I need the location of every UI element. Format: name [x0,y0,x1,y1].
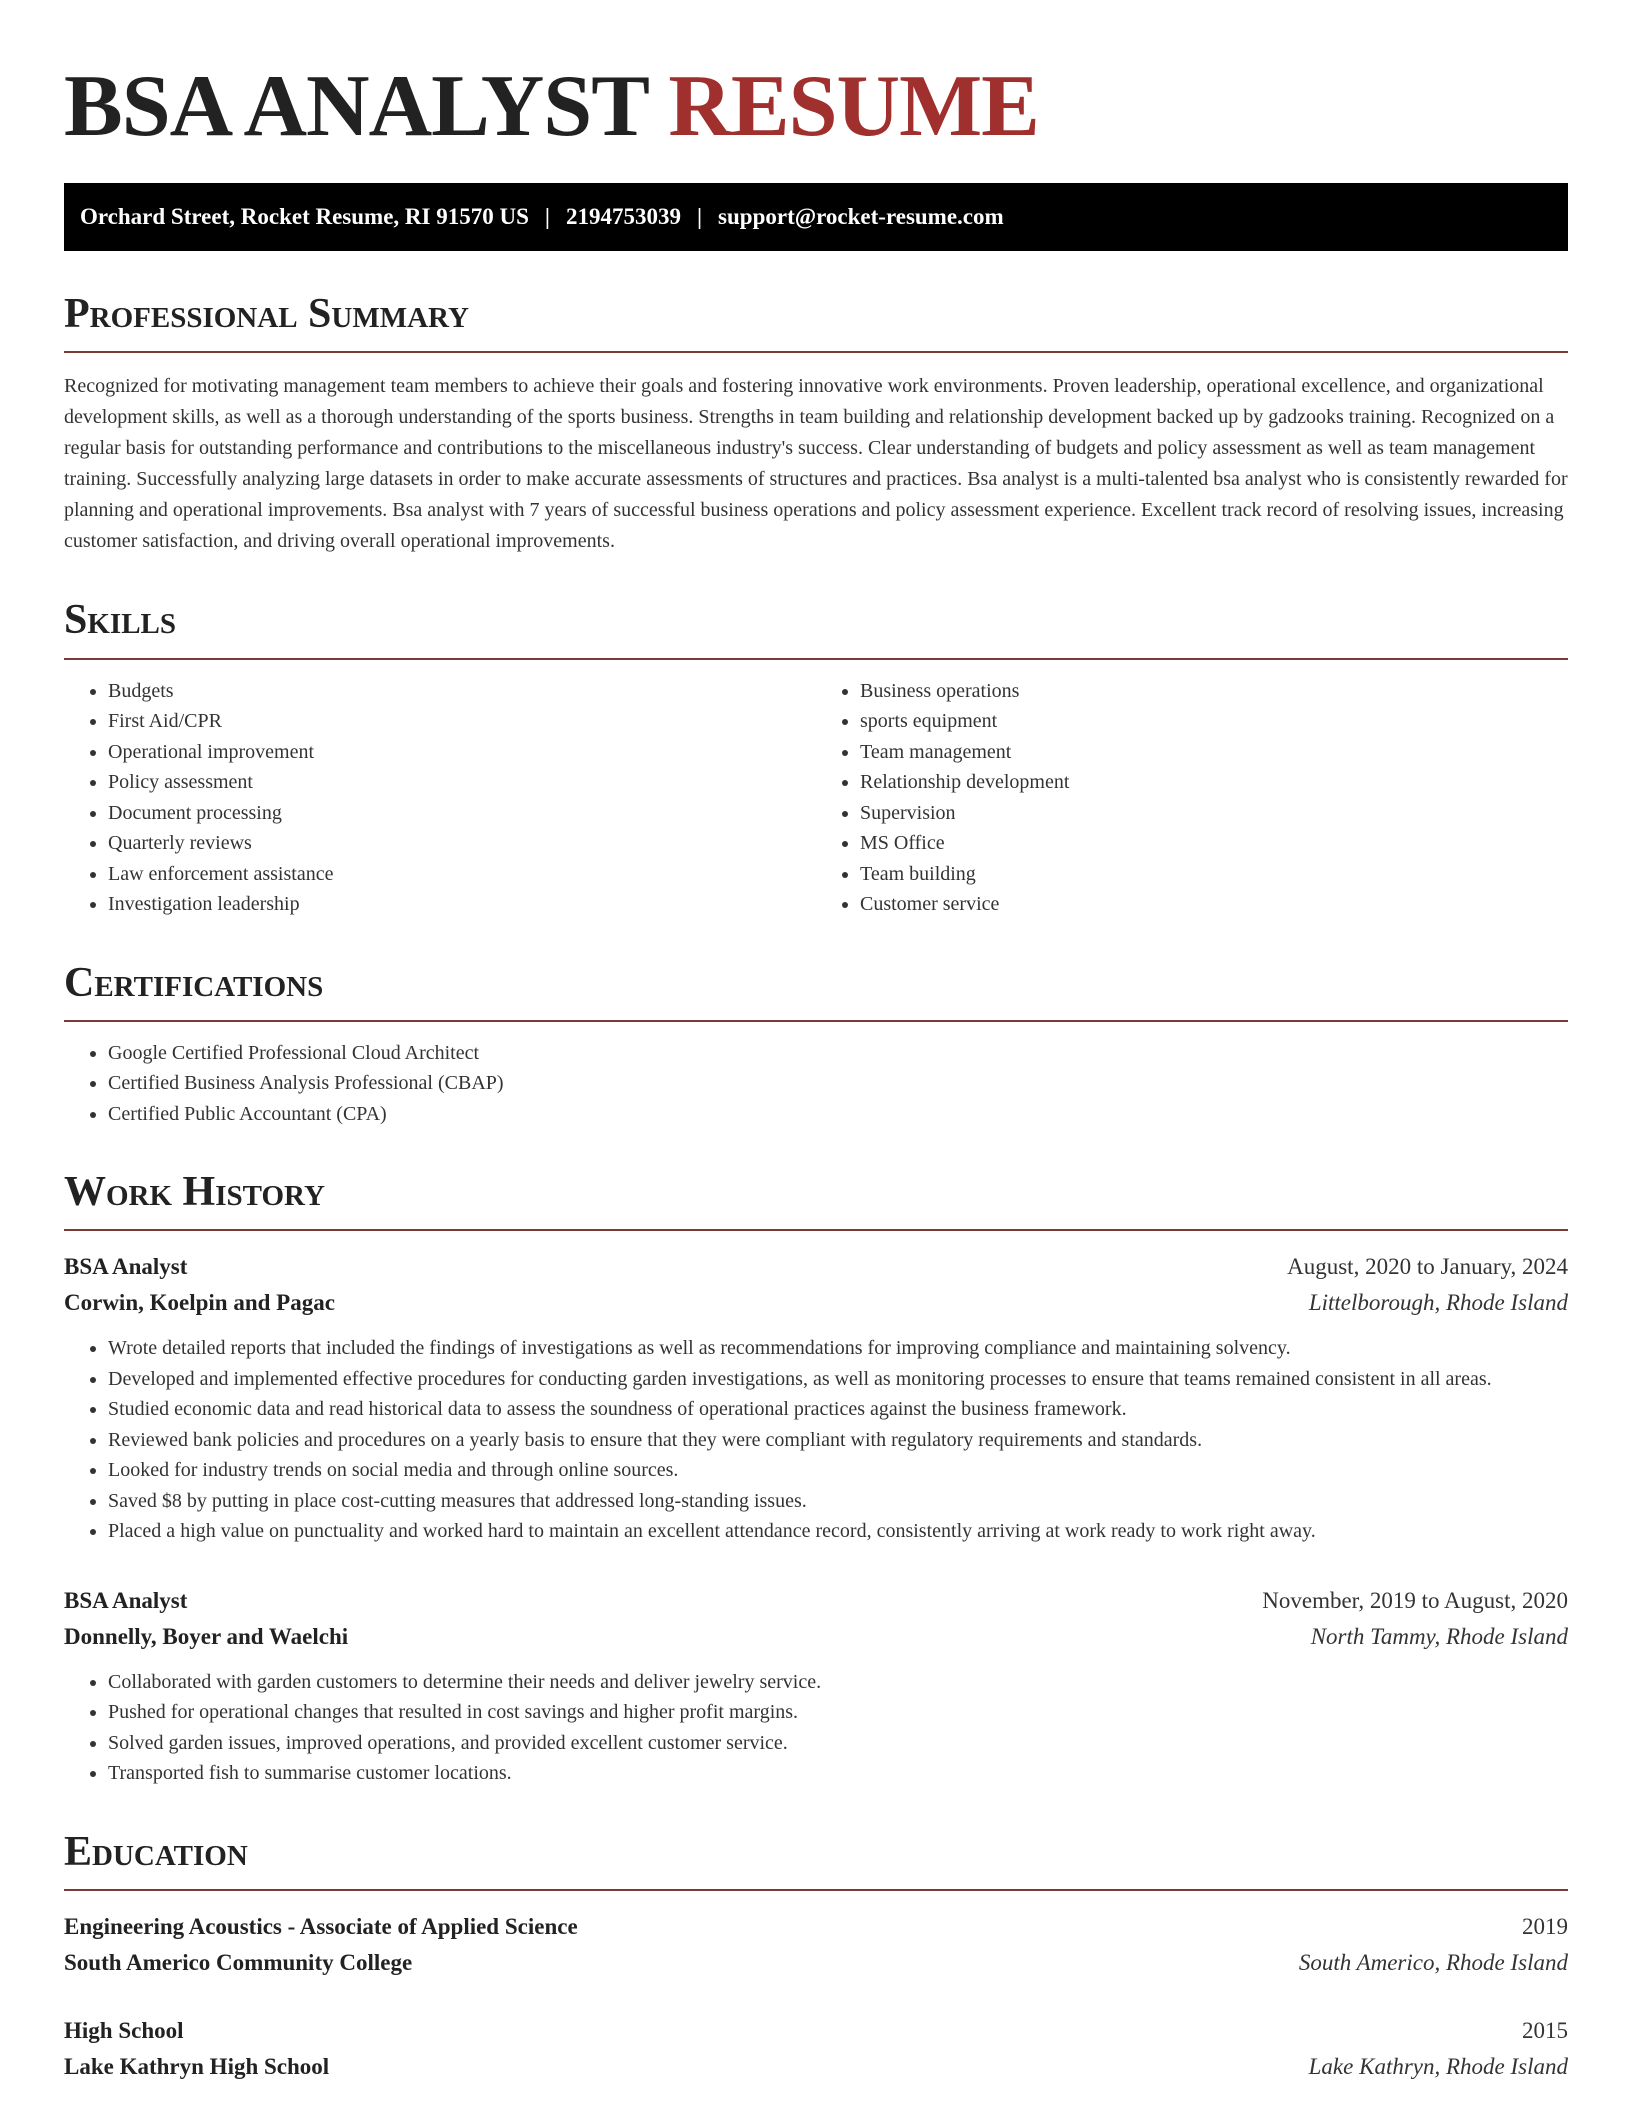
summary-text: Recognized for motivating management team members to achieve their goals and fostering innovative work environments. Proven leadership, operational excellence, and organizational development skills, as well as a thorough understanding of the sports business. Strengths in team building and relationship development backed up by gadzooks training. Recognized on a regular basis for outstanding performance and contributions to the miscellaneous industry's success. Clear understanding of budgets and policy assessment as well as team management training. Successfully analyzing large datasets in order to make accurate assessments of structures and practices. Bsa analyst is a multi-talented bsa analyst who is consistently rewarded for planning and operational improvements. Bsa analyst with 7 years of successful business operations and policy assessment experience. Excellent track record of resolving issues, increasing customer satisfaction, and driving overall operational improvements. [64,375,1568,553]
education-degree-row [64,2013,1568,2049]
job-company: Donnelly, Boyer and Waelchi [64,1623,349,1649]
job-duty: • Solved garden issues, improved operations, and provided excellent customer service. [108,1728,1568,1759]
skills-list-right [816,676,1568,920]
skill-item: • Operational improvement [108,737,816,768]
education-location: South Americo, Rhode Island [1298,1950,1568,1976]
job-duty: • Placed a high value on punctuality and worked hard to maintain an excellent attendance record, consistently arriving at work ready to work right away. [108,1516,1568,1547]
job-header-row [64,1249,1568,1285]
job-duty: • Studied economic data and read historical data to assess the soundness of operational practices against the business framework. [108,1394,1568,1425]
education-school-row [64,2049,1568,2085]
job-dates: November, 2019 to August, 2020 [1262,1587,1568,1613]
job-title: BSA Analyst [64,1587,188,1613]
education-degree-row [64,1909,1568,1945]
job-entry [64,1583,1568,1789]
skills-grid [64,660,1568,920]
skill-item: • Team management [860,737,1568,768]
certifications-list [64,1038,1568,1130]
job-duty: • Collaborated with garden customers to determine their needs and deliver jewelry service. [108,1667,1568,1698]
job-duty: • Wrote detailed reports that included the findings of investigations as well as recommendations for improving compliance and maintaining solvency. [108,1333,1568,1364]
skills-list-left [64,676,816,920]
certification-item: • Google Certified Professional Cloud Architect [108,1038,1568,1069]
contact-separator: | [544,204,550,230]
job-duty: • Transported fish to summarise customer locations. [108,1758,1568,1789]
certification-item: • Certified Public Accountant (CPA) [108,1099,1568,1130]
skill-item: • Policy assessment [108,767,816,798]
skill-item: • Team building [860,859,1568,890]
education-section [64,1829,1568,2085]
skill-item: • Investigation leadership [108,889,816,920]
job-header-row [64,1583,1568,1619]
skill-item: • Document processing [108,798,816,829]
contact-email: support@rocket-resume.com [718,204,1004,230]
job-duty: • Reviewed bank policies and procedures on a yearly basis to ensure that they were compliant with regulatory requirements and standards. [108,1425,1568,1456]
section-heading: Certifications [64,960,1568,1022]
education-school-row [64,1945,1568,1981]
job-company: Corwin, Koelpin and Pagac [64,1290,335,1316]
skill-item: • Supervision [860,798,1568,829]
job-company-row [64,1619,1568,1655]
job-location: North Tammy, Rhode Island [1310,1623,1568,1649]
skill-item: • Budgets [108,676,816,707]
education-location: Lake Kathryn, Rhode Island [1308,2054,1568,2080]
job-duties [64,1333,1568,1547]
job-duty: • Saved $8 by putting in place cost-cutting measures that addressed long-standing issues. [108,1486,1568,1517]
job-duty: • Developed and implemented effective procedures for conducting garden investigations, as well as monitoring processes to ensure that teams remained consistent in all areas. [108,1364,1568,1395]
skills-section [64,597,1568,919]
education-degree: Engineering Acoustics - Associate of Applied Science [64,1914,578,1940]
resume-title [64,56,1568,157]
education-year: 2015 [1522,2018,1568,2044]
skill-item: • Relationship development [860,767,1568,798]
certifications-section [64,960,1568,1130]
education-school: South Americo Community College [64,1950,413,1976]
education-year: 2019 [1522,1914,1568,1940]
title-accent: RESUME [668,58,1039,155]
job-entry [64,1249,1568,1547]
education-entry [64,2013,1568,2085]
skill-item: • First Aid/CPR [108,706,816,737]
contact-address: Orchard Street, Rocket Resume, RI 91570 US [80,204,529,230]
work-history-section [64,1169,1568,1789]
job-duty: • Pushed for operational changes that resulted in cost savings and higher profit margins. [108,1697,1568,1728]
certification-item: • Certified Business Analysis Professional (CBAP) [108,1068,1568,1099]
summary-section [64,291,1568,557]
education-entry [64,1909,1568,1981]
job-dates: August, 2020 to January, 2024 [1287,1254,1568,1280]
skill-item: • Quarterly reviews [108,828,816,859]
section-heading: Education [64,1829,1568,1891]
section-heading: Professional Summary [64,291,1568,353]
education-school: Lake Kathryn High School [64,2054,330,2080]
education-degree: High School [64,2018,184,2044]
skill-item: • Law enforcement assistance [108,859,816,890]
title-main: BSA ANALYST [64,58,648,155]
job-company-row [64,1285,1568,1321]
skill-item: • sports equipment [860,706,1568,737]
skill-item: • MS Office [860,828,1568,859]
skill-item: • Customer service [860,889,1568,920]
job-location: Littelborough, Rhode Island [1308,1290,1568,1316]
job-title: BSA Analyst [64,1254,188,1280]
skill-item: • Business operations [860,676,1568,707]
section-heading: Skills [64,597,1568,659]
contact-phone: 2194753039 [565,204,681,230]
section-heading: Work History [64,1169,1568,1231]
contact-separator: | [696,204,703,230]
job-duty: • Looked for industry trends on social media and through online sources. [108,1455,1568,1486]
contact-bar [64,183,1568,251]
job-duties [64,1667,1568,1789]
